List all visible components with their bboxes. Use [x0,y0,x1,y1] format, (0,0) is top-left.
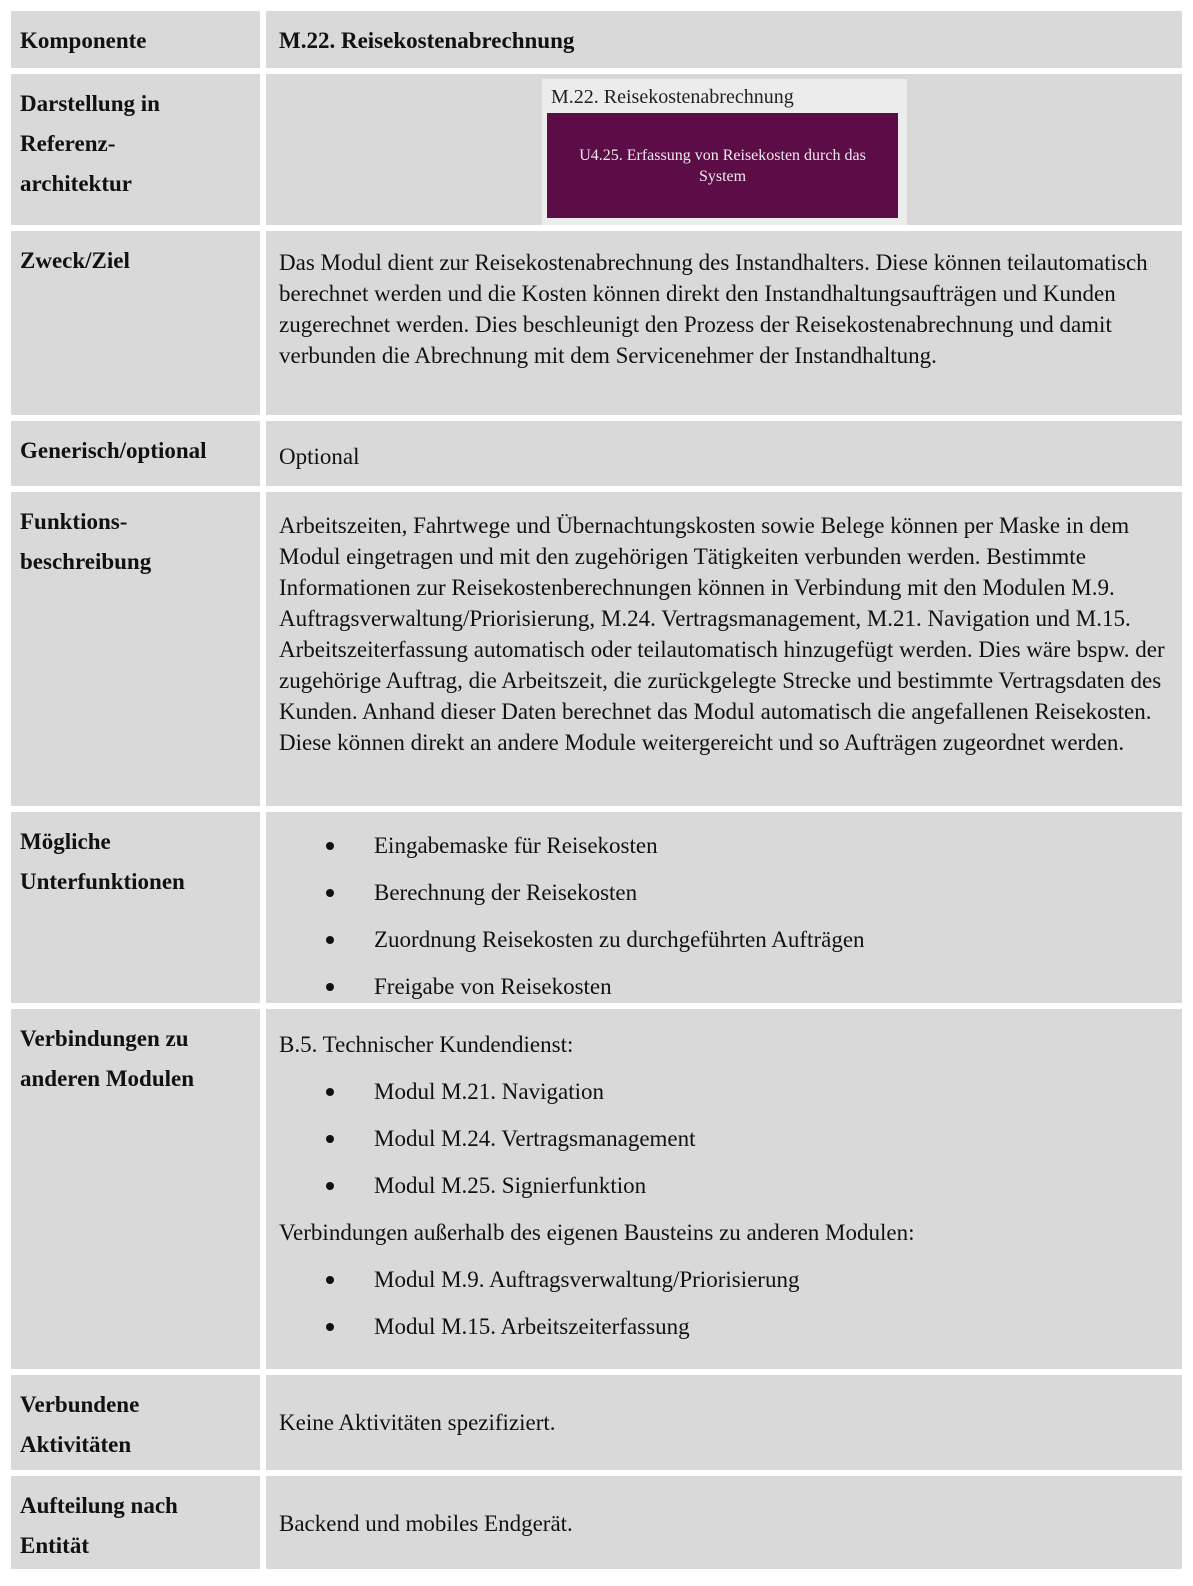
list-item: Modul M.24. Vertragsmanagement [279,1115,1170,1162]
value-aktivitaeten [266,1375,1182,1470]
label-line: Funktions- [20,509,128,534]
value-komponente [266,11,1182,68]
label-line: anderen Modulen [20,1066,195,1091]
label-funktion [11,492,260,806]
diagram-usecase-box [547,113,898,218]
label-generisch [11,421,260,486]
value-zweck [266,231,1182,415]
diagram-module-title: M.22. Reisekostenabrechnung [551,86,794,108]
label-line: Aktivitäten [20,1432,132,1457]
list-item: Modul M.21. Navigation [279,1068,1170,1115]
funktion-text: Arbeitszeiten, Fahrtwege und Übernachtungskosten sowie Belege können per Maske in dem Modul eingetragen und mit den zugehörigen Tätigkeiten verbunden werden. Bestimmte Informationen zur Reisekostenberechnungen können in Verbindung mit den Modulen M.9. Auftragsverwaltung/Priorisierung, M.24. Vertragsmanagement, M.21. Navigation und M.15. Arbeitszeiterfassung automatisch oder teilautomatisch hinzugefügt werden. Dies wäre bspw. der zugehörige Auftrag, die Arbeitszeit, die zurückgelegte Strecke und bestimmte Vertragsdaten des Kunden. Anhand dieser Daten berechnet das Modul automatisch die angefallenen Reisekosten. Diese können direkt an andere Module weitergereicht und so Aufträgen zugeordnet werden. [279,513,1165,755]
value-funktion [266,492,1182,806]
list-item: Berechnung der Reisekosten [279,869,1170,916]
unterfunktionen-list [279,822,1170,1010]
label-line: beschreibung [20,549,152,574]
label-line: Unterfunktionen [20,869,185,894]
label-darstellung [11,74,260,225]
generisch-value: Optional [279,444,360,469]
list-item: Freigabe von Reisekosten [279,963,1170,1010]
list-item: Modul M.9. Auftragsverwaltung/Priorisierung [279,1256,1170,1303]
value-verbindungen [266,1009,1182,1369]
label-text: Zweck/Ziel [20,248,130,273]
reference-architecture-diagram [542,79,907,225]
component-title: M.22. Reisekostenabrechnung [279,28,575,53]
component-table [11,11,1182,1569]
label-text: Komponente [20,28,147,53]
list-item: Modul M.15. Arbeitszeiterfassung [279,1303,1170,1350]
list-item: Eingabemaske für Reisekosten [279,822,1170,869]
label-line: Aufteilung nach [20,1493,178,1518]
diagram-usecase-label: U4.25. Erfassung von Reisekosten durch das System [579,146,866,185]
label-aktivitaeten [11,1375,260,1470]
verbindungen-group2-title: Verbindungen außerhalb des eigenen Bausteins zu anderen Modulen: [279,1220,915,1245]
list-item: Modul M.25. Signierfunktion [279,1162,1170,1209]
label-unterfunktionen [11,812,260,1003]
label-zweck [11,231,260,415]
verbindungen-group2-list [279,1256,1170,1350]
label-aufteilung [11,1476,260,1569]
label-text: Generisch/optional [20,438,207,463]
label-line: Verbundene [20,1392,140,1417]
label-verbindungen [11,1009,260,1369]
aufteilung-value: Backend und mobiles Endgerät. [279,1511,573,1536]
verbindungen-group1-title: B.5. Technischer Kundendienst: [279,1032,574,1057]
value-aufteilung [266,1476,1182,1569]
label-line: Verbindungen zu [20,1026,189,1051]
label-line: architektur [20,171,133,196]
value-unterfunktionen [266,812,1182,1003]
label-line: Darstellung in [20,91,160,116]
value-generisch [266,421,1182,486]
label-line: Referenz- [20,131,116,156]
verbindungen-group1-list [279,1068,1170,1209]
list-item: Zuordnung Reisekosten zu durchgeführten Aufträgen [279,916,1170,963]
aktivitaeten-value: Keine Aktivitäten spezifiziert. [279,1410,556,1435]
zweck-text: Das Modul dient zur Reisekostenabrechnung des Instandhalters. Diese können teilautomatisch berechnet werden und die Kosten können direkt den Instandhaltungsaufträgen und Kunden zugerechnet werden. Dies beschleunigt den Prozess der Reisekostenabrechnung und damit verbunden die Abrechnung mit dem Servicenehmer der Instandhaltung. [279,250,1148,368]
label-line: Mögliche [20,829,111,854]
label-line: Entität [20,1533,89,1558]
label-komponente [11,11,260,68]
value-darstellung [266,74,1182,225]
